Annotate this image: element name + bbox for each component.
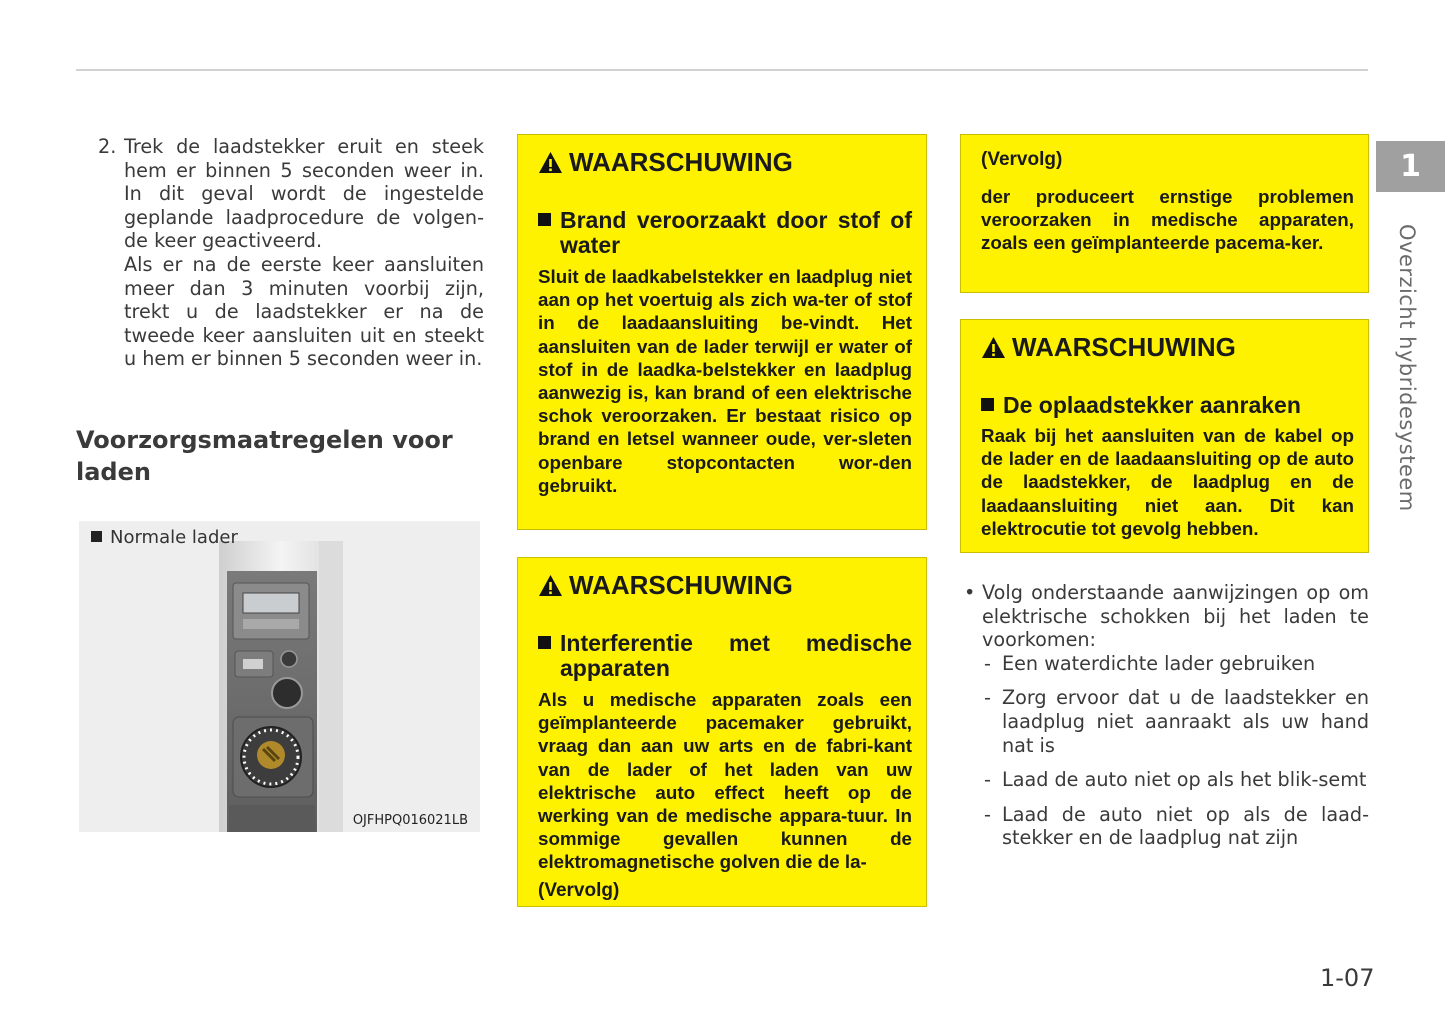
square-bullet-icon — [538, 213, 551, 226]
warning-box-medical-continued — [960, 134, 1369, 293]
list-item: - Een waterdichte lader gebruiken — [984, 651, 1316, 675]
page-number: 1-07 — [1320, 964, 1375, 992]
step-2 — [98, 135, 484, 371]
warning-text: Als u medische apparaten zoals een geïmplanteerde pacemaker gebruikt, vraag dan aan uw arts en de fabri-kant van de lader of het laden van uw elektrische auto effect heeft op de werking van de medische appara-tuur. In sommige gevallen kunnen de elektromagnetische golven die de la- — [538, 689, 912, 873]
list-item: - Laad de auto niet op als de laad-stekker en de laadplug nat zijn — [984, 802, 1369, 850]
square-bullet-icon — [981, 398, 994, 411]
warning-heading: WAARSCHUWING — [538, 147, 912, 178]
warning-box-medical — [517, 557, 927, 907]
warning-text: der produceert ernstige problemen veroorzaken in medische apparaten, zoals een geïmplanteerde pacema-ker. — [981, 186, 1354, 254]
charger-figure — [79, 521, 480, 832]
square-bullet-icon — [538, 636, 551, 649]
warning-heading: WAARSCHUWING — [538, 570, 912, 601]
warning-box-fire — [517, 134, 927, 530]
instructions-intro: • Volg onderstaande aanwijzingen op om elektrische schokken bij het laden te voorkomen: — [964, 581, 1369, 652]
continued-label: (Vervolg) — [538, 879, 620, 901]
warning-text: Raak bij het aansluiten van de kabel op de lader en de laadaansluiting op de auto de laadstekker, de laadplug en de laadaansluiting niet aan. Dit kan elektrocutie tot gevolg hebben. — [981, 425, 1354, 539]
figure-code: OJFHPQ016021LB — [352, 813, 468, 828]
top-divider — [76, 69, 1368, 71]
warning-triangle-icon — [538, 151, 563, 174]
figure-caption: Normale lader — [91, 527, 238, 548]
continued-label: (Vervolg) — [981, 149, 1063, 170]
section-heading: Voorzorgsmaatregelen voor laden — [76, 426, 453, 486]
instruction-list — [964, 652, 1369, 850]
step-paragraph-1: Trek de laadstekker eruit en steek hem er binnen 5 seconden weer in. In dit geval wordt de ingestelde geplande laadprocedure de volgen-de keer geactiveerd. — [124, 135, 484, 253]
step-number: 2. — [98, 135, 117, 158]
safety-instructions — [964, 581, 1369, 861]
warning-triangle-icon — [538, 574, 563, 597]
list-item: - Laad de auto niet op als het blik-semt — [984, 768, 1367, 792]
warning-heading: WAARSCHUWING — [981, 332, 1354, 363]
warning-subtitle: Interferentie met medische apparaten — [538, 631, 912, 681]
chapter-title: Overzicht hybridesysteem — [1395, 224, 1419, 512]
warning-subtitle: De oplaadstekker aanraken — [981, 393, 1354, 418]
warning-box-touch-plug — [960, 319, 1369, 553]
charger-illustration — [79, 521, 480, 832]
warning-subtitle: Brand veroorzaakt door stof of water — [538, 208, 912, 258]
warning-triangle-icon — [981, 336, 1006, 359]
list-item: - Zorg ervoor dat u de laadstekker en laadplug niet aanraakt als uw hand nat is — [984, 686, 1369, 757]
step-paragraph-2: Als er na de eerste keer aansluiten meer dan 3 minuten voorbij zijn, trekt u de laadstekker er na de tweede keer aansluiten uit en steekt u hem er binnen 5 seconden weer in. — [124, 252, 484, 371]
square-bullet-icon — [91, 531, 102, 542]
chapter-tab: 1 — [1376, 141, 1445, 192]
warning-text: Sluit de laadkabelstekker en laadplug niet aan op het voertuig als zich wa-ter of stof in de laadaansluiting be-vindt. Het aansluiten van de lader terwijl er water of stof in de laadka-belstekker en laadplug aanwezig is, kan brand of een elektrische schok veroorzaken. Er bestaat risico op brand en letsel wanneer oude, ver-sleten openbare stopcontacten wor-den gebruikt. — [538, 266, 912, 496]
